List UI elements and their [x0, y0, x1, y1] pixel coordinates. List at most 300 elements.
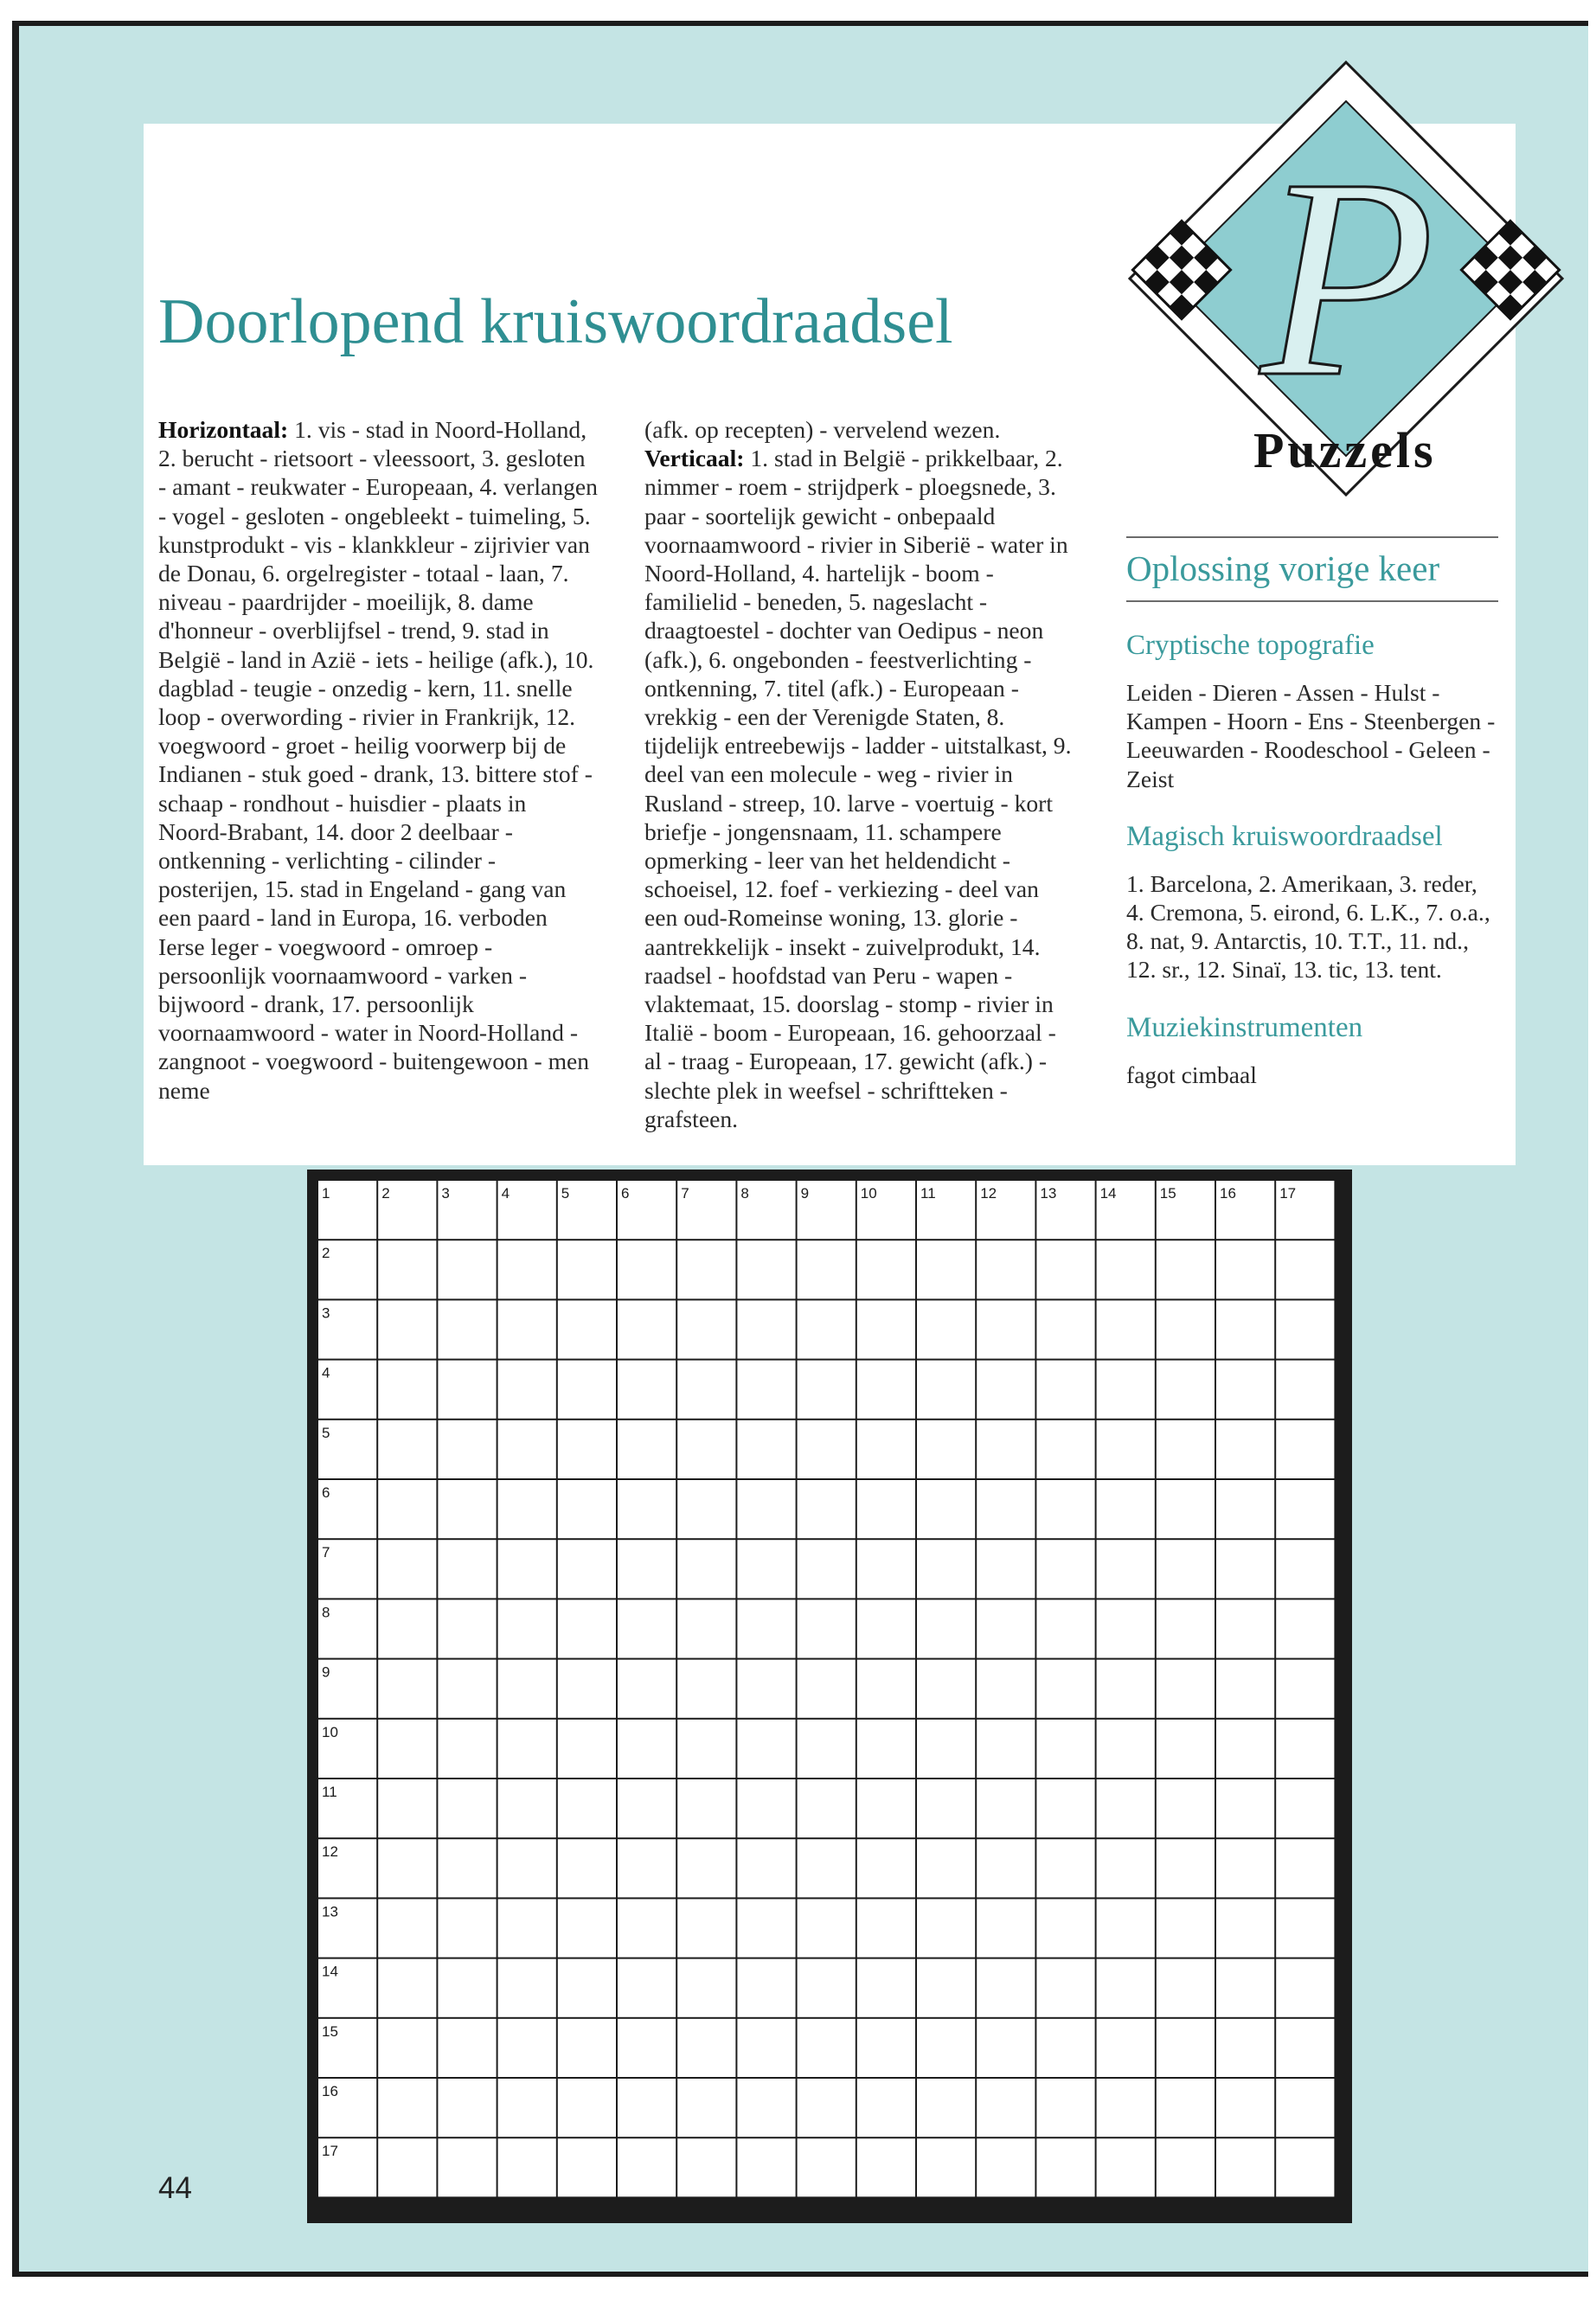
- grid-cell[interactable]: [1036, 1300, 1094, 1358]
- grid-cell[interactable]: [857, 1300, 915, 1358]
- clues-column-1: [158, 415, 598, 1105]
- grid-cell[interactable]: [1157, 2019, 1215, 2077]
- grid-cell[interactable]: [378, 1899, 436, 1957]
- horizontal-label: Horizontaal:: [158, 416, 289, 443]
- grid-cell[interactable]: [1276, 1480, 1334, 1538]
- grid-cell[interactable]: [1216, 1720, 1274, 1778]
- grid-cell[interactable]: [977, 1660, 1035, 1718]
- grid-cell[interactable]: [917, 1540, 975, 1598]
- grid-cell[interactable]: [1276, 1300, 1334, 1358]
- grid-cell[interactable]: [438, 1240, 496, 1298]
- grid-cell[interactable]: [1216, 1959, 1274, 2017]
- grid-cell[interactable]: [498, 1540, 556, 1598]
- grid-cell[interactable]: [558, 1839, 616, 1897]
- grid-cell[interactable]: [857, 1959, 915, 2017]
- grid-cell[interactable]: [798, 2138, 856, 2196]
- grid-cell[interactable]: [438, 1839, 496, 1897]
- grid-cell[interactable]: [1216, 1361, 1274, 1419]
- grid-cell[interactable]: [917, 1480, 975, 1538]
- grid-cell[interactable]: [1216, 1779, 1274, 1837]
- grid-cell[interactable]: [498, 2019, 556, 2077]
- grid-cell[interactable]: [1036, 1839, 1094, 1897]
- grid-cell[interactable]: [1097, 1540, 1155, 1598]
- grid-cell[interactable]: [977, 1899, 1035, 1957]
- grid-cell[interactable]: [498, 1240, 556, 1298]
- grid-cell[interactable]: [1157, 1361, 1215, 1419]
- grid-cell[interactable]: [737, 1420, 795, 1478]
- grid-cell[interactable]: [438, 1660, 496, 1718]
- grid-cell[interactable]: [1157, 1959, 1215, 2017]
- vertical-clues: 1. stad in België - prikkelbaar, 2. nimmer - roem - strijdperk - ploegsnede, 3. paar - soortelijk gewicht - onbepaald voornaamwoord - rivier in Siberië - water in Noord-Holland, 4. hartelijk - boom - familielid - beneden, 5. nageslacht - draagtoestel - dochter van Oedipus - neon (afk.), 6. ongebonden - feestverlichting - ontkenning, 7. titel (afk.) - Europeaan - vrekkig - een der Verenigde Staten, 8. tijdelijk entreebewijs - ladder - uitstalkast, 9. deel van een molecule - weg - rivier in Rusland - streep, 10. larve - voertuig - kort briefje - jongensnaam, 11. schampere opmerking - leer van het heldendicht - schoeisel, 12. foef - verkiezing - deel van een oud-Romeinse woning, 13. glorie - aantrekkelijk - insekt - zuivelprodukt, 14. raadsel - hoofdstad van Peru - wapen - vlaktemaat, 15. doorslag - stomp - rivier in Italië - boom - Europeaan, 16. gehoorzaal - al - traag - Europeaan, 17. gewicht (afk.) - slechte plek in weefsel - schriftteken - grafsteen.: [644, 445, 1072, 1132]
- grid-cell[interactable]: [558, 1480, 616, 1538]
- grid-cell[interactable]: [1276, 1361, 1334, 1419]
- grid-cell[interactable]: [737, 2079, 795, 2137]
- grid-cell[interactable]: [677, 1480, 735, 1538]
- row-number: 5: [322, 1424, 330, 1441]
- row-number: 15: [322, 2022, 338, 2040]
- grid-cell[interactable]: [438, 1361, 496, 1419]
- grid-cell[interactable]: [498, 1720, 556, 1778]
- grid-cell[interactable]: [677, 1300, 735, 1358]
- grid-cell[interactable]: [737, 1361, 795, 1419]
- grid-cell[interactable]: [1097, 1779, 1155, 1837]
- grid-cell[interactable]: [1276, 1720, 1334, 1778]
- grid-cell[interactable]: [1157, 1899, 1215, 1957]
- grid-cell[interactable]: [378, 1540, 436, 1598]
- grid-cell[interactable]: [558, 1899, 616, 1957]
- grid-cell[interactable]: [917, 1361, 975, 1419]
- logo-letter-p: P: [1260, 120, 1435, 436]
- grid-cell[interactable]: [917, 2138, 975, 2196]
- grid-cell[interactable]: [378, 1420, 436, 1478]
- grid-cell[interactable]: [917, 1240, 975, 1298]
- grid-cell[interactable]: [618, 1361, 676, 1419]
- grid-cell[interactable]: [498, 1361, 556, 1419]
- section-title-cryptic: Cryptische topografie: [1126, 630, 1375, 661]
- grid-cell[interactable]: [558, 1720, 616, 1778]
- grid-cell[interactable]: [438, 1480, 496, 1538]
- grid-cell[interactable]: [737, 1599, 795, 1657]
- grid-cell[interactable]: [558, 2079, 616, 2137]
- grid-cell[interactable]: [618, 2019, 676, 2077]
- grid-cell[interactable]: [1276, 1240, 1334, 1298]
- grid-cell[interactable]: [917, 2019, 975, 2077]
- column-number: 11: [920, 1185, 936, 1202]
- grid-cell[interactable]: [1157, 1660, 1215, 1718]
- grid-cell[interactable]: [737, 1839, 795, 1897]
- grid-cell[interactable]: [1157, 1480, 1215, 1538]
- grid-cell[interactable]: [1157, 1599, 1215, 1657]
- grid-cell[interactable]: [1097, 1599, 1155, 1657]
- grid-cell[interactable]: [558, 2138, 616, 2196]
- grid-cell[interactable]: [737, 1779, 795, 1837]
- logo-puzzels-text: Puzzels: [1253, 422, 1437, 478]
- grid-cell[interactable]: [1157, 1420, 1215, 1478]
- grid-cell[interactable]: [857, 1899, 915, 1957]
- grid-cell[interactable]: [1097, 1300, 1155, 1358]
- grid-cell[interactable]: [917, 1599, 975, 1657]
- grid-cell[interactable]: [1276, 1660, 1334, 1718]
- grid-cell[interactable]: [1097, 2138, 1155, 2196]
- grid-cell[interactable]: [618, 1599, 676, 1657]
- grid-cell[interactable]: [857, 2079, 915, 2137]
- grid-cell[interactable]: [1097, 1361, 1155, 1419]
- grid-cell[interactable]: [618, 1959, 676, 2017]
- grid-cell[interactable]: [677, 2079, 735, 2137]
- grid-cell[interactable]: [558, 2019, 616, 2077]
- grid-cell[interactable]: [977, 1240, 1035, 1298]
- grid-cell[interactable]: [977, 1300, 1035, 1358]
- row-number: 14: [322, 1963, 338, 1980]
- row-number: 12: [322, 1843, 338, 1861]
- column-number: 2: [381, 1185, 390, 1202]
- grid-cell[interactable]: [1276, 2019, 1334, 2077]
- grid-cell[interactable]: [1036, 1660, 1094, 1718]
- grid-cell[interactable]: [1097, 1240, 1155, 1298]
- grid-cell[interactable]: [1036, 1779, 1094, 1837]
- grid-cell[interactable]: [917, 1660, 975, 1718]
- grid-cell[interactable]: [737, 1899, 795, 1957]
- grid-cell[interactable]: [498, 1599, 556, 1657]
- grid-cell[interactable]: [438, 1300, 496, 1358]
- grid-cell[interactable]: [618, 1839, 676, 1897]
- grid-cell[interactable]: [1276, 1779, 1334, 1837]
- grid-cell[interactable]: [438, 1959, 496, 2017]
- grid-cell[interactable]: [917, 2079, 975, 2137]
- column-number: 3: [441, 1185, 450, 1202]
- grid-cell[interactable]: [1157, 1720, 1215, 1778]
- row-number: 6: [322, 1484, 330, 1501]
- grid-cell[interactable]: [438, 1420, 496, 1478]
- grid-cell[interactable]: [857, 1720, 915, 1778]
- grid-cell[interactable]: [438, 1540, 496, 1598]
- row-number: 4: [322, 1364, 330, 1381]
- grid-cell[interactable]: [917, 1720, 975, 1778]
- grid-cell[interactable]: [378, 1720, 436, 1778]
- grid-cell[interactable]: [1157, 2138, 1215, 2196]
- grid-cell[interactable]: [1216, 1899, 1274, 1957]
- grid-cell[interactable]: [1036, 1480, 1094, 1538]
- grid-cell[interactable]: [737, 2019, 795, 2077]
- grid-cell[interactable]: [1036, 1959, 1094, 2017]
- grid-cell[interactable]: [1216, 1839, 1274, 1897]
- grid-cell[interactable]: [378, 1779, 436, 1837]
- grid-cell[interactable]: [977, 1599, 1035, 1657]
- grid-cell[interactable]: [798, 1540, 856, 1598]
- grid-cell[interactable]: [498, 2079, 556, 2137]
- grid-cell[interactable]: [1097, 1420, 1155, 1478]
- grid-cell[interactable]: [677, 1599, 735, 1657]
- grid-cell[interactable]: [618, 1540, 676, 1598]
- grid-cell[interactable]: [558, 1599, 616, 1657]
- grid-cell[interactable]: [438, 2019, 496, 2077]
- grid-cell[interactable]: [618, 1240, 676, 1298]
- grid-cell[interactable]: [618, 1300, 676, 1358]
- grid-cell[interactable]: [1276, 1599, 1334, 1657]
- column-number: 15: [1159, 1185, 1176, 1202]
- grid-cell[interactable]: [677, 1779, 735, 1837]
- grid-cell[interactable]: [618, 1480, 676, 1538]
- grid-cell[interactable]: [1036, 2019, 1094, 2077]
- grid-cell[interactable]: [1276, 1959, 1334, 2017]
- grid-cell[interactable]: [498, 1660, 556, 1718]
- grid-cell[interactable]: [1097, 2019, 1155, 2077]
- grid-cell[interactable]: [857, 2138, 915, 2196]
- row-number: 7: [322, 1544, 330, 1561]
- grid-cell[interactable]: [737, 1959, 795, 2017]
- grid-cell[interactable]: [798, 1720, 856, 1778]
- grid-cell[interactable]: [798, 1599, 856, 1657]
- grid-cell[interactable]: [498, 1300, 556, 1358]
- grid-cell[interactable]: [857, 1361, 915, 1419]
- grid-cell[interactable]: [1097, 1720, 1155, 1778]
- grid-cell[interactable]: [677, 1720, 735, 1778]
- grid-cell[interactable]: [438, 1899, 496, 1957]
- grid-cell[interactable]: [737, 1240, 795, 1298]
- grid-cell[interactable]: [378, 1660, 436, 1718]
- grid-cell[interactable]: [857, 1660, 915, 1718]
- grid-cell[interactable]: [1276, 1420, 1334, 1478]
- grid-cell[interactable]: [378, 1839, 436, 1897]
- grid-cell[interactable]: [1036, 1899, 1094, 1957]
- grid-cell[interactable]: [558, 1779, 616, 1837]
- column-number: 13: [1040, 1185, 1057, 1202]
- row-number: 10: [322, 1723, 338, 1740]
- grid-cell[interactable]: [1036, 1599, 1094, 1657]
- sidebar-bottom-rule: [1126, 600, 1498, 602]
- grid-cell[interactable]: [558, 1420, 616, 1478]
- grid-cell[interactable]: [1097, 1480, 1155, 1538]
- grid-cell[interactable]: [917, 1839, 975, 1897]
- grid-cell[interactable]: [1036, 1540, 1094, 1598]
- grid-cell[interactable]: [1216, 1300, 1274, 1358]
- grid-cell[interactable]: [798, 1300, 856, 1358]
- grid-cell[interactable]: [857, 1599, 915, 1657]
- grid-cell[interactable]: [558, 1540, 616, 1598]
- grid-cell[interactable]: [977, 2138, 1035, 2196]
- grid-cell[interactable]: [737, 1720, 795, 1778]
- grid-cell[interactable]: [917, 1420, 975, 1478]
- grid-cell[interactable]: [798, 1240, 856, 1298]
- vertical-label: Verticaal:: [644, 445, 745, 472]
- grid-cell[interactable]: [618, 2079, 676, 2137]
- grid-cell[interactable]: [1036, 2079, 1094, 2137]
- grid-cell[interactable]: [1097, 1899, 1155, 1957]
- grid-cell[interactable]: [1216, 1540, 1274, 1598]
- grid-cell[interactable]: [378, 1480, 436, 1538]
- grid-cell[interactable]: [558, 1959, 616, 2017]
- grid-cell[interactable]: [498, 1480, 556, 1538]
- grid-cell[interactable]: [737, 1300, 795, 1358]
- grid-cell[interactable]: [677, 1240, 735, 1298]
- grid-cell[interactable]: [677, 2138, 735, 2196]
- grid-cell[interactable]: [1216, 1599, 1274, 1657]
- grid-cell[interactable]: [498, 1959, 556, 2017]
- grid-cell[interactable]: [798, 1839, 856, 1897]
- grid-cell[interactable]: [798, 1361, 856, 1419]
- grid-cell[interactable]: [378, 2138, 436, 2196]
- grid-cell[interactable]: [977, 1720, 1035, 1778]
- row-number: 11: [322, 1784, 337, 1800]
- grid-cell[interactable]: [558, 1361, 616, 1419]
- grid-cell[interactable]: [378, 1361, 436, 1419]
- grid-cell[interactable]: [618, 1779, 676, 1837]
- column-number: 6: [621, 1185, 630, 1202]
- grid-cell[interactable]: [798, 1660, 856, 1718]
- grid-cell[interactable]: [558, 1240, 616, 1298]
- grid-cell[interactable]: [857, 1420, 915, 1478]
- grid-cell[interactable]: [798, 1899, 856, 1957]
- grid-cell[interactable]: [378, 1300, 436, 1358]
- grid-cell[interactable]: [857, 2019, 915, 2077]
- horizontal-clues-continued: (afk. op recepten) - vervelend wezen.: [644, 416, 1001, 443]
- horizontal-clues: 1. vis - stad in Noord-Holland, 2. berucht - rietsoort - vleessoort, 3. gesloten - amant - reukwater - Europeaan, 4. verlangen - vogel - gesloten - ongebleekt - tuimeling, 5. kunstprodukt - vis - klankkleur - zijrivier van de Donau, 6. orgelregister - totaal - laan, 7. niveau - paardrijder - moeilijk, 8. dame d'honneur - overblijfsel - trend, 9. stad in België - land in Azië - iets - heilige (afk.), 10. dagblad - teugie - onzedig - kern, 11. snelle loop - overwording - rivier in Frankrijk, 12. voegwoord - groet - heilig voorwerp bij de Indianen - stuk goed - drank, 13. bittere stof - schaap - rondhout - huisdier - plaats in Noord-Brabant, 14. door 2 deelbaar - ontkenning - verlichting - cilinder - posterijen, 15. stad in Engeland - gang van een paard - land in Europa, 16. verboden Ierse leger - voegwoord - omroep - persoonlijk voornaamwoord - varken - bijwoord - drank, 17. persoonlijk voornaamwoord - water in Noord-Holland - zangnoot - voegwoord - buitengewoon - men neme: [158, 416, 598, 1104]
- grid-cell[interactable]: [378, 2079, 436, 2137]
- grid-cell[interactable]: [737, 1660, 795, 1718]
- grid-cell[interactable]: [498, 1779, 556, 1837]
- grid-cell[interactable]: [917, 1899, 975, 1957]
- grid-cell[interactable]: [977, 1361, 1035, 1419]
- grid-cell[interactable]: [1276, 1839, 1334, 1897]
- grid-cell[interactable]: [558, 1300, 616, 1358]
- grid-cell[interactable]: [857, 1779, 915, 1837]
- grid-cell[interactable]: [977, 2079, 1035, 2137]
- grid-cell[interactable]: [438, 1720, 496, 1778]
- grid-cell[interactable]: [677, 1899, 735, 1957]
- grid-cell[interactable]: [1036, 1720, 1094, 1778]
- grid-cell[interactable]: [1036, 1361, 1094, 1419]
- grid-cell[interactable]: [737, 2138, 795, 2196]
- grid-cell[interactable]: [737, 1480, 795, 1538]
- solutions-heading: Oplossing vorige keer: [1126, 548, 1440, 588]
- grid-cell[interactable]: [798, 1480, 856, 1538]
- clues-column-2: [644, 415, 1077, 1133]
- grid-cell[interactable]: [1157, 1240, 1215, 1298]
- grid-cell[interactable]: [1216, 1240, 1274, 1298]
- grid-cell[interactable]: [857, 1240, 915, 1298]
- grid-cell[interactable]: [1276, 2079, 1334, 2137]
- grid-cell[interactable]: [1097, 1839, 1155, 1897]
- column-number: 1: [322, 1185, 330, 1202]
- grid-cell[interactable]: [1157, 1839, 1215, 1897]
- grid-cell[interactable]: [1097, 1660, 1155, 1718]
- grid-cell[interactable]: [1216, 2019, 1274, 2077]
- grid-cell[interactable]: [798, 2019, 856, 2077]
- grid-cell[interactable]: [977, 1839, 1035, 1897]
- grid-cell[interactable]: [1097, 1959, 1155, 2017]
- grid-cell[interactable]: [618, 1660, 676, 1718]
- grid-cell[interactable]: [438, 1779, 496, 1837]
- grid-cell[interactable]: [1216, 1660, 1274, 1718]
- grid-cell[interactable]: [737, 1540, 795, 1598]
- column-number: 9: [800, 1185, 810, 1202]
- grid-cell[interactable]: [677, 2019, 735, 2077]
- grid-cell[interactable]: [378, 2019, 436, 2077]
- grid-cell[interactable]: [498, 1839, 556, 1897]
- grid-cell[interactable]: [977, 1480, 1035, 1538]
- grid-cell[interactable]: [1036, 2138, 1094, 2196]
- grid-cell[interactable]: [498, 1899, 556, 1957]
- grid-cell[interactable]: [857, 1839, 915, 1897]
- grid-cell[interactable]: [1276, 1540, 1334, 1598]
- grid-cell[interactable]: [1157, 1779, 1215, 1837]
- grid-cell[interactable]: [977, 1540, 1035, 1598]
- grid-cell[interactable]: [618, 1420, 676, 1478]
- grid-cell[interactable]: [857, 1540, 915, 1598]
- grid-cell[interactable]: [677, 1420, 735, 1478]
- grid-cell[interactable]: [438, 2079, 496, 2137]
- grid-cell[interactable]: [677, 1660, 735, 1718]
- row-number: 9: [322, 1663, 330, 1681]
- grid-cell[interactable]: [677, 1361, 735, 1419]
- column-number: 10: [860, 1185, 877, 1202]
- grid-cell[interactable]: [378, 1599, 436, 1657]
- grid-cell[interactable]: [1036, 1240, 1094, 1298]
- crossword-grid[interactable]: [307, 1170, 1352, 2223]
- grid-cell[interactable]: [618, 1899, 676, 1957]
- grid-cell[interactable]: [618, 2138, 676, 2196]
- row-number: 8: [322, 1604, 330, 1621]
- grid-cell[interactable]: [558, 1660, 616, 1718]
- grid-cell[interactable]: [977, 1959, 1035, 2017]
- grid-cell[interactable]: [1157, 1540, 1215, 1598]
- section-title-music: Muziekinstrumenten: [1126, 1011, 1363, 1043]
- row-number: 3: [322, 1304, 330, 1322]
- grid-cell[interactable]: [677, 1540, 735, 1598]
- grid-cell[interactable]: [438, 1599, 496, 1657]
- grid-cell[interactable]: [1216, 2079, 1274, 2137]
- row-number: 16: [322, 2083, 338, 2099]
- grid-cell[interactable]: [677, 1839, 735, 1897]
- grid-cell[interactable]: [378, 1959, 436, 2017]
- grid-cell[interactable]: [1216, 2138, 1274, 2196]
- grid-cell[interactable]: [1097, 2079, 1155, 2137]
- grid-cell[interactable]: [1157, 2079, 1215, 2137]
- column-number: 7: [681, 1185, 689, 1202]
- grid-cell[interactable]: [917, 1300, 975, 1358]
- grid-cell[interactable]: [798, 1959, 856, 2017]
- grid-cell[interactable]: [798, 1420, 856, 1478]
- column-number: 8: [740, 1185, 749, 1202]
- grid-cell[interactable]: [498, 1420, 556, 1478]
- grid-cell[interactable]: [378, 1240, 436, 1298]
- grid-cell[interactable]: [917, 1779, 975, 1837]
- grid-cell[interactable]: [857, 1480, 915, 1538]
- grid-cell[interactable]: [1276, 1899, 1334, 1957]
- grid-cell[interactable]: [917, 1959, 975, 2017]
- page-title: Doorlopend kruiswoordraadsel: [158, 286, 953, 357]
- sidebar-top-rule: [1126, 536, 1498, 538]
- grid-cell[interactable]: [977, 1420, 1035, 1478]
- grid-cell[interactable]: [438, 2138, 496, 2196]
- grid-cell[interactable]: [1157, 1300, 1215, 1358]
- grid-cell[interactable]: [618, 1720, 676, 1778]
- grid-cell[interactable]: [798, 2079, 856, 2137]
- grid-cell[interactable]: [1276, 2138, 1334, 2196]
- section-text-cryptic: Leiden - Dieren - Assen - Hulst - Kampen - Hoorn - Ens - Steenbergen - Leeuwarden - Roodeschool - Geleen - Zeist: [1126, 679, 1496, 792]
- grid-cell[interactable]: [977, 1779, 1035, 1837]
- grid-cell[interactable]: [977, 2019, 1035, 2077]
- grid-cell[interactable]: [1036, 1420, 1094, 1478]
- row-number: 2: [322, 1245, 330, 1262]
- grid-cell[interactable]: [677, 1959, 735, 2017]
- column-number: 12: [980, 1185, 997, 1202]
- grid-cell[interactable]: [498, 2138, 556, 2196]
- grid-cell[interactable]: [798, 1779, 856, 1837]
- grid-cell[interactable]: [1216, 1420, 1274, 1478]
- grid-cell[interactable]: [1216, 1480, 1274, 1538]
- solutions-sidebar: [1126, 536, 1498, 1089]
